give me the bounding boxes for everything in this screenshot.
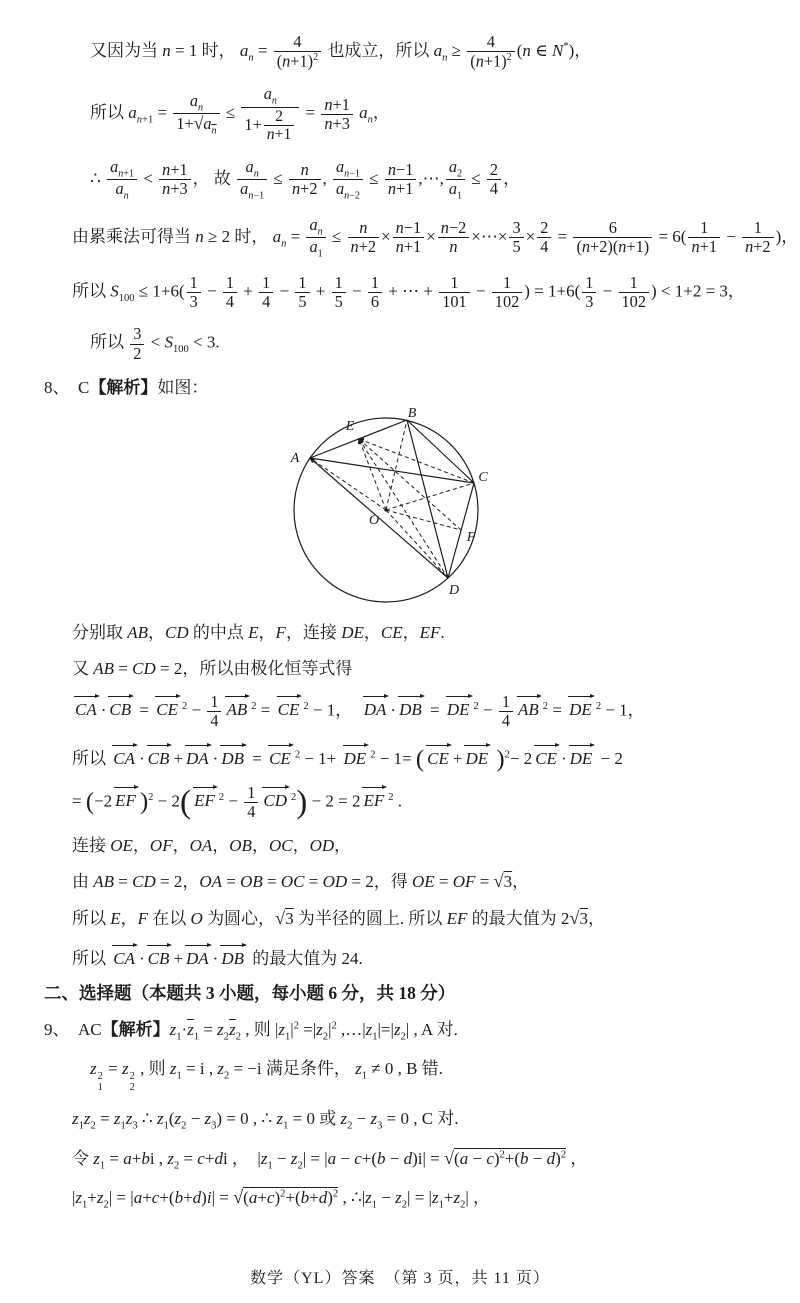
edge-OC <box>386 483 474 510</box>
math-line-12: = (−2 EF )$^2$ − 2( EF $^2$ − $\frac{1}{4}$ CD $^2$) − 2 = 2 EF $^2$ . <box>72 782 403 821</box>
point-label-F: F <box>466 530 476 546</box>
edge-OB <box>386 420 407 510</box>
math-line-10: CA · CB = CE $^2$ − $\frac{1}{4}$ AB $^2$ = CE $^2$ − 1， DA · DB = DE $^2$ − $\frac{1}{4}$ AB $^2$ = DE $^2$ − 1， <box>75 691 645 731</box>
math-line-02: 所以 $a_{n+1}$ = $\frac{a_n}{1+ √ a_n}$ ≤ $a_n$ 1+ $\frac{2}{n+1}$ = $\frac{n+1}{n+3}$ $a_n$， <box>90 85 756 144</box>
math-line-13: 连接 OE，OF，OA，OB，OC，OD， <box>72 836 352 856</box>
center-point-O <box>384 509 387 512</box>
point-label-E: E <box>345 419 355 435</box>
math-line-11: 所以 CA · CB + DA · DB = CE $^2$ − 1+ DE $^2$ − 1= ( CE + DE )$^2$− 2 CE · DE − 2 <box>72 745 623 773</box>
edge-BC <box>407 420 474 483</box>
math-line-22: $|z_1+z_2| = |a+c+(b+d)i|$ = √ $(a+c)^2+(b+d)^2$ , $\therefore|z_1 - z_2| = |z_1+z_2|$ ， <box>72 1186 756 1212</box>
geometry-figure-svg <box>264 407 536 613</box>
edge-DE <box>359 439 448 578</box>
question-8-answer-line: 8、 C【解析】如图： <box>44 378 209 398</box>
question-9-answer-line: 9、 AC【解析】$z_1\cdot\overline{z}_1 = z_2\overline{z}_2$ , 则 $|z_1|^2 =|z_2|^2$ $,\dots|z_1|=|z_2|$ , A 对. <box>44 1020 458 1043</box>
math-line-09: 又 AB = CD = 2，所以由极化恒等式得 <box>72 658 353 678</box>
math-line-05: 所以 $S_{100} \le 1+6$( $\frac{1}{3}$ − $\frac{1}{4}$ + $\frac{1}{4}$ − $\frac{1}{5}$ + $\frac{1}{5}$ − $\frac{1}{6}$ + ⋯ + $\frac{1}{101}$ − $\frac{1}{102}$ ) = 1+6( $\frac{1}{3}$ − $\frac{1}{102}$ ) < 1+2 = 3， <box>72 272 745 312</box>
edge-BD <box>407 420 448 578</box>
section-header-multiple-choice: 二、选择题（本题共 3 小题，每小题 6 分，共 18 分） <box>44 983 456 1004</box>
point-label-C: C <box>478 470 488 486</box>
math-line-20: $z_1z_2 = z_1z_3$ ∴ $z_1(z_2 - z_3) = 0$ , ∴ $z_1 = 0$ 或 $z_2 - z_3 = 0$ , C 对. <box>72 1109 459 1132</box>
point-label-A: A <box>290 451 300 467</box>
edge-CE <box>359 439 474 483</box>
point-label-B: B <box>407 407 417 422</box>
math-line-19: z 2 1 = z 2 2 , 则 $z_1 = i$ , $z_2 = -i$ 满足条件， $z_1 \ne 0$ , B 错. <box>90 1058 443 1094</box>
point-label-O: O <box>368 513 380 529</box>
math-line-08: 分别取 AB，CD 的中点 E，F，连接 DE，CE，EF. <box>72 623 445 643</box>
math-line-21: 令 $z_1 = a+bi$ , $z_2 = c+di$ ， $|z_1 - z_2| = |a - c+(b - d)i|$ = √ $(a - c)^2+(b - d)^2$ ， <box>72 1147 756 1173</box>
math-line-15: 所以 E，F 在以 O 为圆心， √ 3 为半径的圆上. 所以 EF 的最大值为 2 √ 3， <box>72 907 756 930</box>
math-line-03: ∴ $\frac{a_{n+1}}{a_n}$ < $\frac{n+1}{n+3}$ ， 故 $\frac{a_n}{a_{n-1}}$ ≤ $\frac{n}{n+2}$ , $\frac{a_{n-1}}{a_{n-2}}$ ≤ $\frac{n-1}{n+1}$ ,⋯, $\frac{a_2}{a_1}$ ≤ $\frac{2}{4}$ ， <box>90 156 521 202</box>
page-footer: 数学（YL）答案 （第 3 页，共 11 页） <box>250 1270 550 1287</box>
math-line-06: 所以 $\frac{3}{2}$ < $S_{100} < 3$. <box>90 324 220 363</box>
math-line-01: 又因为当 n = 1 时， $a_n$ = $\frac{4}{(n+1)^2}$ 也成立，所以 $a_n$ ≥ $\frac{4}{(n+1)^2}$ (n ∈ N*)， <box>90 32 592 71</box>
point-label-D: D <box>448 583 460 599</box>
math-line-16: 所以 CA · CB + DA · DB 的最大值为 24. <box>72 944 756 969</box>
math-line-14: 由 AB = CD = 2，OA = OB = OC = OD = 2，得 OE = OF = √ 3， <box>72 870 756 893</box>
math-line-04: 由累乘法可得当 n ≥ 2 时， $a_n$ = $\frac{a_n}{a_1}$ ≤ $\frac{n}{n+2}$ × $\frac{n-1}{n+1}$ × $\frac{n-2}{n}$ ×⋯× $\frac{3}{5}$ × $\frac{2}{4}$ = $\frac{6}{(n+2)(n+1)}$ = 6( $\frac{1}{n+1}$ − $\frac{1}{n+2}$ )， <box>72 214 799 260</box>
edge-OA <box>310 458 386 510</box>
geometry-figure <box>44 407 756 613</box>
